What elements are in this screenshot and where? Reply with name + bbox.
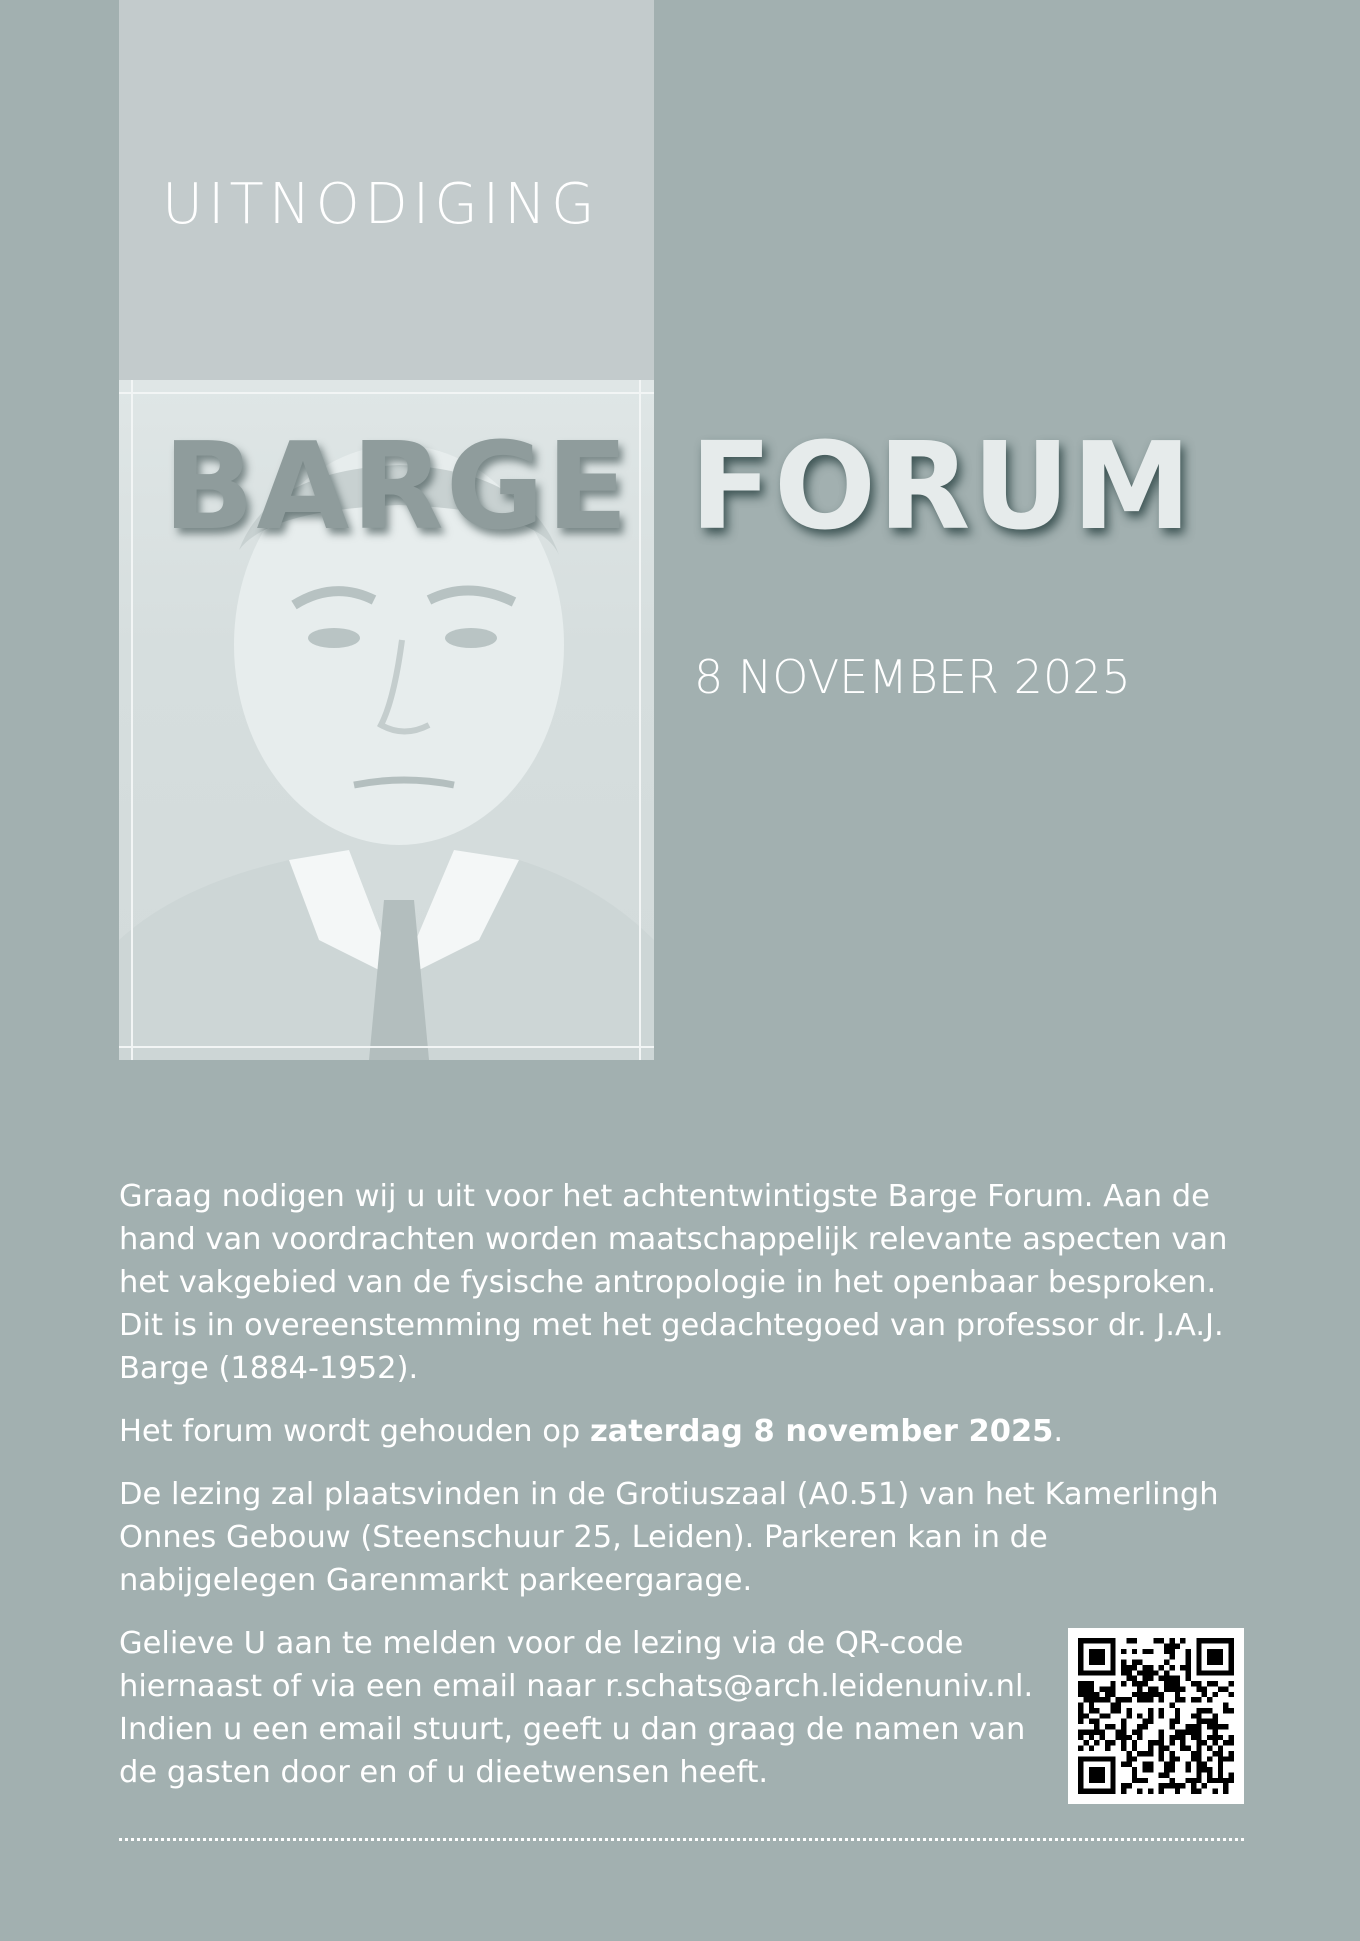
date-paragraph-prefix: Het forum wordt gehouden op: [119, 1414, 590, 1449]
frame-line-top: [119, 392, 654, 394]
registration-paragraph: Gelieve U aan te melden voor de lezing via de QR-code hiernaast of via een email naar r.schats@arch.leidenuniv.nl. Indien u een email stuurt, geeft u dan graag de namen van de gasten door en of u dieetwensen heeft.: [119, 1626, 1034, 1790]
invitation-label: UITNODIGING: [162, 172, 600, 237]
qr-code[interactable]: [1068, 1628, 1244, 1804]
qr-code-icon: [1078, 1638, 1234, 1794]
frame-line-bottom: [119, 1046, 654, 1048]
event-date: 8 NOVEMBER 2025: [694, 650, 1131, 704]
title-barge: BARGE: [163, 418, 631, 557]
intro-paragraph: Graag nodigen wij u uit voor het achtentwintigste Barge Forum. Aan de hand van voordrachten worden maatschappelijk relevante aspecten van het vakgebied van de fysische antropologie in het openbaar besproken. Dit is in overeenstemming met het gedachtegoed van professor dr. J.A.J. Barge (1884-1952).: [119, 1179, 1228, 1386]
date-paragraph-suffix: .: [1053, 1414, 1064, 1449]
location-paragraph: De lezing zal plaatsvinden in de Grotiuszaal (A0.51) van het Kamerlingh Onnes Gebouw (Steenschuur 25, Leiden). Parkeren kan in de nabijgelegen Garenmarkt parkeergarage.: [119, 1477, 1219, 1598]
frame-line-left: [131, 380, 133, 1060]
date-paragraph-bold: zaterdag 8 november 2025: [589, 1414, 1054, 1449]
frame-line-right: [639, 380, 641, 1060]
dotted-divider: [119, 1838, 1244, 1841]
title-forum: FORUM: [690, 418, 1194, 557]
date-paragraph: [119, 1410, 1249, 1453]
